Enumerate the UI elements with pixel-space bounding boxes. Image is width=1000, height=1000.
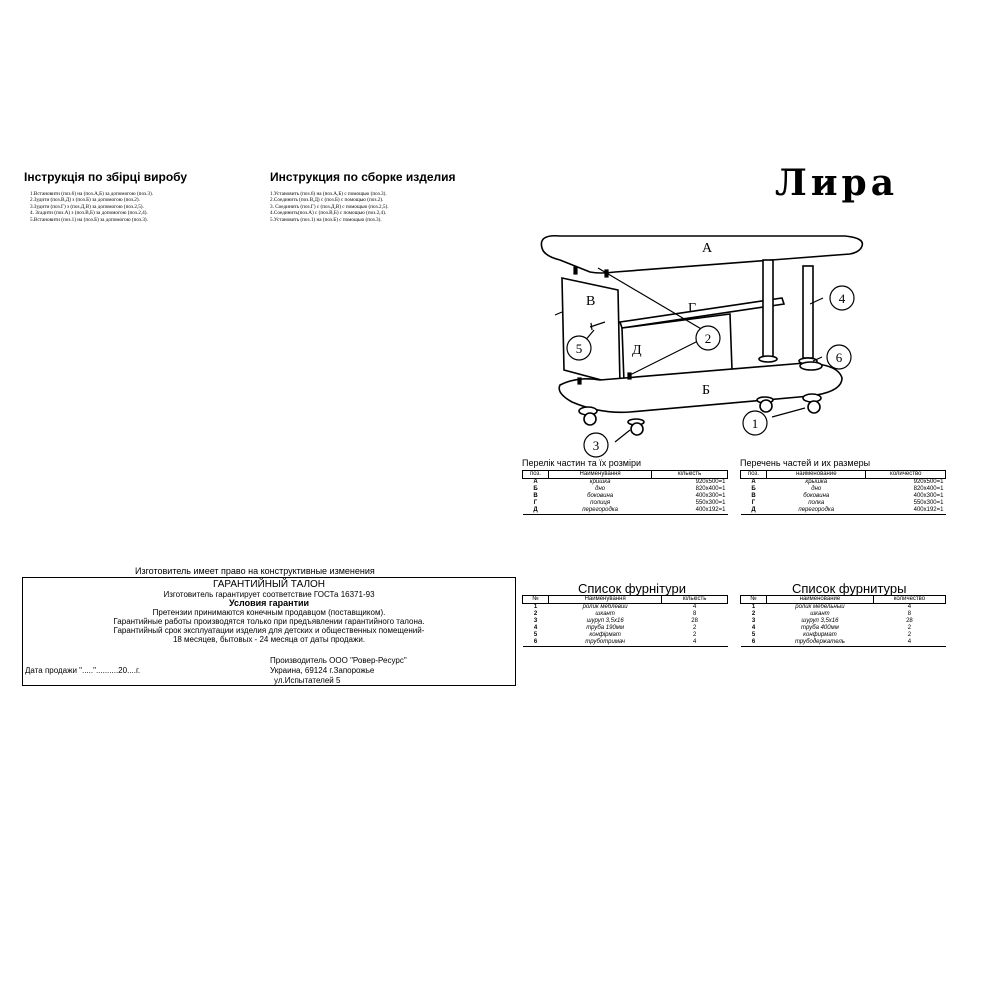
cell-poz: Г: [751, 500, 756, 506]
cell-poz: 2: [533, 611, 538, 617]
table-row: [741, 625, 946, 632]
warranty-card: [22, 577, 516, 686]
cell-name: ролик мебельный: [795, 604, 845, 610]
fittings-ua-title: Список фурнітури: [578, 581, 687, 596]
cell-name: перегородка: [549, 507, 652, 515]
fittings-ua-table: [522, 595, 728, 647]
cell-qty: 400х300=1: [913, 493, 944, 499]
diagram-letter-d: Д: [632, 343, 642, 358]
cell-poz: 2: [751, 611, 756, 617]
table-header-row: [523, 471, 728, 479]
cell-qty: 8: [907, 611, 912, 617]
instruction-step: 1.Встановити (поз.6) на (поз.А,Б) за допомогою (поз.3).: [30, 191, 154, 197]
table-row: [523, 604, 728, 612]
cell-qty: 28: [906, 618, 913, 624]
cell-name: дно: [595, 486, 606, 492]
table-header: №: [523, 596, 549, 604]
instructions-ru-steps: [270, 191, 389, 223]
table-row: [741, 639, 946, 647]
cell-name: ролик меблевий: [582, 604, 628, 610]
parts-ua-table: [522, 470, 728, 515]
cell-qty: 550х300=1: [913, 500, 944, 506]
cell-poz: 1: [533, 604, 538, 610]
table-row: [741, 632, 946, 639]
cell-qty: 2: [907, 632, 912, 638]
cell-poz: Д: [741, 507, 767, 515]
cell-poz: Б: [751, 486, 756, 492]
table-header: количество: [873, 596, 945, 604]
warranty-line: 18 месяцев, бытовых - 24 месяца от даты продажи.: [172, 635, 366, 644]
diagram-letter-v: В: [586, 294, 596, 309]
cell-poz: В: [751, 493, 756, 499]
table-row: [523, 618, 728, 625]
table-row: [523, 611, 728, 618]
table-header: Найменування: [549, 471, 652, 479]
table-header: кількість: [662, 596, 728, 604]
table-row: [741, 500, 946, 507]
cell-qty: 400х300=1: [695, 493, 726, 499]
instructions-ua-title: Інструкція по збірці виробу: [24, 170, 188, 184]
cell-poz: 5: [751, 632, 756, 638]
table-row: [523, 486, 728, 493]
cell-poz: 5: [533, 632, 538, 638]
instruction-step: 4. Зсадити (поз.А) з (поз.В,Б) за допомогою (поз.2,4).: [30, 210, 148, 217]
cell-qty: 4: [662, 639, 728, 647]
warranty-line: Гарантийный срок эксплуатации изделия для детских и общественных помещений-: [113, 626, 425, 635]
cell-qty: 28: [691, 618, 698, 624]
cell-poz: 4: [533, 625, 538, 631]
table-header: поз.: [741, 471, 767, 479]
instruction-step: 2.Зудити (поз.В,Д) з (поз.Б) за допомогою (поз.2).: [30, 197, 140, 204]
diagram-letter-b: Б: [702, 383, 711, 398]
table-header: наименование: [767, 596, 874, 604]
callout-3: 3: [592, 438, 600, 453]
callout-4: 4: [838, 291, 846, 306]
parts-ua-title: Перелік частин та їх розміри: [522, 458, 641, 468]
callout-6: 6: [835, 350, 843, 365]
manufacturer-line: Производитель ООО "Ровер-Ресурс": [270, 656, 407, 665]
notice-text: Изготовитель имеет право на конструктивные изменения: [135, 566, 375, 576]
warranty-line: Претензии принимаются конечным продавцом (поставщиком).: [152, 608, 386, 617]
manufacturer-line: ул.Испытателей 5: [274, 676, 341, 685]
cell-name: шуруп 3,5х16: [586, 618, 624, 624]
table-header: количество: [866, 471, 946, 479]
instruction-step: 3. Соединить (поз.Г) с (поз.Д,В) с помощью (поз.2,5).: [270, 203, 389, 210]
cell-qty: 4: [873, 639, 945, 647]
cell-name: дно: [811, 486, 822, 492]
table-row: [523, 479, 728, 487]
cell-name: полиця: [590, 500, 611, 506]
cell-poz: 3: [751, 618, 756, 624]
warranty-conditions-title: Условия гарантии: [228, 598, 310, 608]
cell-name: шкант: [595, 611, 615, 617]
table-header: №: [741, 596, 767, 604]
cell-name: кришка: [589, 479, 611, 485]
instructions-ru-title: Инструкция по сборке изделия: [270, 170, 456, 184]
table-row: [523, 500, 728, 507]
table-header: поз.: [523, 471, 549, 479]
cell-qty: 2: [692, 625, 697, 631]
cell-name: шкант: [810, 611, 830, 617]
cell-poz: 4: [751, 625, 756, 631]
table-header: Найменування: [549, 596, 662, 604]
sale-date: Дата продажи "....."..........20....г.: [25, 666, 141, 675]
cell-qty: 820х400=1: [695, 486, 726, 492]
table-row: [523, 632, 728, 639]
callout-1: 1: [751, 416, 759, 431]
cell-qty: 2: [692, 632, 697, 638]
table-row: [523, 507, 728, 515]
cell-name: труба 400мм: [801, 625, 839, 631]
callout-5: 5: [575, 341, 583, 356]
cell-name: боковина: [587, 493, 614, 499]
table-row: [741, 493, 946, 500]
table-header-row: [523, 596, 728, 604]
table-header: наименование: [767, 471, 866, 479]
table-row: [741, 486, 946, 493]
table-row: [741, 507, 946, 515]
cell-poz: 1: [751, 604, 756, 610]
table-row: [741, 604, 946, 612]
cell-qty: 920х500=1: [913, 479, 944, 485]
instructions-ua-steps: [30, 191, 153, 223]
table-header-row: [741, 596, 946, 604]
cell-qty: 400х192=1: [866, 507, 946, 515]
table-row: [523, 639, 728, 647]
assembly-diagram: [520, 230, 880, 460]
cell-qty: 400х192=1: [652, 507, 728, 515]
cell-name: перегородка: [767, 507, 866, 515]
instruction-step: 5.Встановити (поз.1) на (поз.Б) за допомогою (поз.3).: [30, 216, 148, 223]
cell-poz: Д: [523, 507, 549, 515]
table-row: [741, 479, 946, 487]
cell-name: боковина: [803, 493, 830, 499]
warranty-line: Гарантийные работы производятся только при предъявлении гарантийного талона.: [113, 617, 425, 626]
warranty-line: Изготовитель гарантирует соответствие ГОСТа 16371-93: [163, 590, 375, 599]
cell-qty: 2: [907, 625, 912, 631]
cell-poz: Б: [533, 486, 538, 492]
diagram-letter-g: Г: [688, 301, 697, 316]
table-header: кількість: [652, 471, 728, 479]
parts-ru-title: Перечень частей и их размеры: [740, 458, 871, 468]
instruction-step: 4.Соединить(поз.А) с (поз.В,Б) с помощью (поз.2,4).: [270, 210, 387, 217]
brand-title: Лира: [775, 162, 899, 204]
cell-qty: 4: [907, 604, 912, 610]
table-row: [741, 618, 946, 625]
instruction-step: 3.Зудити (поз.Г) з (поз.Д,В) за допомогою (поз.2,5).: [30, 203, 144, 210]
manufacturer-info: [270, 656, 407, 686]
warranty-title: ГАРАНТИЙНЫЙ ТАЛОН: [212, 579, 326, 590]
cell-poz: А: [751, 479, 756, 485]
cell-name: конфірмат: [589, 632, 621, 638]
cell-poz: 6: [523, 639, 549, 647]
cell-name: конфирмат: [803, 632, 837, 638]
cell-qty: 550х300=1: [695, 500, 726, 506]
cell-name: шуруп 3,5х16: [801, 618, 839, 624]
table-row: [741, 611, 946, 618]
cell-name: труба 190мм: [586, 625, 625, 631]
diagram-letter-a: А: [702, 241, 713, 256]
table-row: [523, 493, 728, 500]
cell-name: трубодержатель: [767, 639, 874, 647]
parts-ru-table: [740, 470, 946, 515]
cell-qty: 4: [692, 604, 697, 610]
cell-name: полка: [808, 500, 825, 506]
cell-poz: В: [533, 493, 538, 499]
cell-qty: 820х400=1: [913, 486, 944, 492]
instruction-step: 1.Установить (поз.6) на (поз.А,Б) с помощью (поз.3).: [270, 191, 387, 197]
manufacturer-line: Украина, 69124 г.Запорожье: [270, 666, 375, 675]
cell-poz: 6: [741, 639, 767, 647]
callout-2: 2: [704, 331, 712, 346]
instruction-step: 5.Установить (поз.1) на (поз.Б) с помощью (поз.3).: [270, 216, 382, 223]
cell-qty: 8: [692, 611, 697, 617]
cell-name: труботримач: [549, 639, 662, 647]
fittings-ru-table: [740, 595, 946, 647]
cell-qty: 920х500=1: [695, 479, 726, 485]
cell-name: крышка: [805, 479, 828, 485]
table-row: [523, 625, 728, 632]
instruction-step: 2.Соединить (поз.В,Д) с (поз.Б) с помощью (поз.2).: [270, 197, 384, 204]
fittings-ru-title: Список фурнитуры: [792, 581, 907, 596]
cell-poz: 3: [533, 618, 538, 624]
cell-poz: Г: [533, 500, 538, 506]
cell-poz: А: [533, 479, 538, 485]
table-header-row: [741, 471, 946, 479]
